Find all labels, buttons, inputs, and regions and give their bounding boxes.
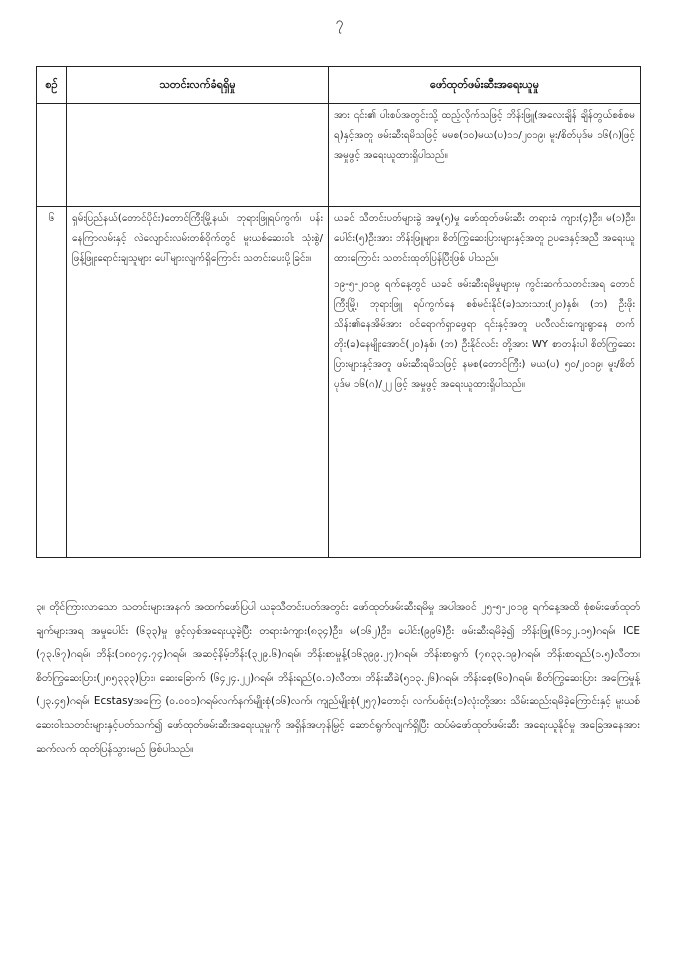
header-serial: စဉ် — [37, 67, 67, 104]
page-number: ၇ — [335, 15, 344, 31]
row-action — [329, 207, 641, 558]
enforcement-table — [36, 66, 641, 558]
action-paragraph: အား ၎င်း၏ ပါးစပ်အတွင်းသို့ ထည့်လိုက်သဖြင့် ဘိန်းဖြူ(အလေးချိန် ချိန်တွယ်စစ်စမရ)နှင့်အတူ ဖမ်းဆီးရမိသဖြင့် မမစ(၁၀)မယ(ပ)၁၁/၂၀၁၉၊ မူး/စိတ်ပုဒ်မ ၁၆(ဂ)ဖြင့် အမှုဖွင့် အရေးယူထားရှိပါသည်။ — [334, 110, 635, 161]
summary-paragraph: ၃။ တိုင်ကြားလာသော သတင်းများအနက် အထက်ဖော်ပြပါ ယခုသီတင်းပတ်အတွင်း ဖော်ထုတ်ဖမ်းဆီးရမိမှု အပါအဝင် ၂၅-၅-၂၀၁၉ ရက်နေ့အထိ စုံစမ်းဖော်ထုတ်ချက်များအရ အမှုပေါင်း (၆၃၃)မှု ဖွင့်လှစ်အရေးယူခဲ့ပြီး တရားခံကျား(၈၃၄)ဦး၊ မ(၁၆၂)ဦး၊ ပေါင်း(၉၉၆)ဦး ဖမ်းဆီးရမိခဲ့၍ ဘိန်းဖြူ(၆၁၄၂.၁၅)ဂရမ်၊ ICE (၇၃.၆၇)ဂရမ်၊ ဘိန်း(၁၈၀၇၄.၇၄)ဂရမ်၊ အဆင့်နိမ့်ဘိန်း(၃၂၉.၆)ဂရမ်၊ ဘိန်းစာမှုန့်(၁၆၃၉၉.၂၇)ဂရမ်၊ ဘိန်းစာရွက် (၇၈၃၃.၁၉)ဂရမ်၊ ဘိန်းစာရည်(၁.၅)လီတာ၊ စိတ်ကြွဆေးပြား(၂၈၅၃၃၃)ပြား၊ ဆေးခြောက် (၆၄၂၄.၂၂)ဂရမ်၊ ဘိန်းရည်(၀.၁)လီတာ၊ ဘိန်းဆီခဲ(၅၁၃.၂၆)ဂရမ်၊ ဘိန်းစေ့(၆၀)ဂရမ်၊ စိတ်ကြွဆေးပြား အကြေမှုန့် (၂၃.၄၅)ဂရမ်၊ Ecstasyအကြေ (၀.၀၀၁)ဂရမ်လက်နက်မျိုးစုံ(၁၆)လက်၊ ကျည်မျိုးစုံ(၂၅၇)တောင့်၊ လက်ပစ်ဗုံး(၁)လုံးတို့အား သိမ်းဆည်းရမိခဲ့ကြောင်းနှင့် မူးယစ်ဆေးဝါးသတင်းများနှင့်ပတ်သက်၍ ဖော်ထုတ်ဖမ်းဆီးအရေးယူမှုကို အရှိန်အဟုန်မြှင့် ဆောင်ရွက်လျက်ရှိပြီး ထပ်မံဖော်ထုတ်ဖမ်းဆီး အရေးယူနိုင်မှု အခြေအနေအား ဆက်လက် ထုတ်ပြန်သွားမည် ဖြစ်ပါသည်။ — [36, 601, 640, 755]
action-paragraph: ၁၉-၅-၂၀၁၉ ရက်နေ့တွင် ယခင် ဖမ်းဆီးရမိမှုများမှ ကွင်းဆက်သတင်းအရ တောင်ကြီးမြို့၊ ဘုရားဖြူ ရပ်ကွက်နေ စစ်မင်းနိုင်(ခ)သားသား(၂၀)နှစ်၊ (ဘ) ဦးဖိုးသိန်း၏နေအိမ်အား ဝင်ရောက်ရှာဖွေရာ ၎င်းနှင့်အတူ ပလီလင်းကျေးရွာနေ တက်တိုး(ခ)နေမျိုးအောင်(၂၀)နှစ်၊ (ဘ) ဦးနိုင်လင်း တို့အား WY စာတန်းပါ စိတ်ကြွဆေးပြားများနှင့်အတူ ဖမ်းဆီးရမိသဖြင့် နမစ(တောင်ကြီး) မယ(ပ) ၅၀/၂၀၁၉၊ မူး/စိတ် ပုဒ်မ ၁၆(ဂ)/၂၂ ဖြင့် အမှုဖွင့် အရေးယူထားရှိပါသည်။ — [334, 279, 635, 390]
row-action — [329, 104, 641, 207]
row-received: ရှမ်းပြည်နယ်(တောင်ပိုင်း)တောင်ကြီးမြို့နယ်၊ ဘုရားဖြူရပ်ကွက်၊ ပန်းနေကြာလမ်းနှင့် လဲလျောင်းလမ်းတစ်ဝိုက်တွင် မူးယစ်ဆေးဝါး သုံးစွဲ/ဖြန့်ဖြူးရောင်းချသူများ ပေါ်များလျက်ရှိကြောင်း သတင်းပေးပို့ခြင်း။ — [67, 207, 329, 558]
table-row — [37, 207, 641, 558]
header-received: သတင်းလက်ခံရရှိမှု — [67, 67, 329, 104]
action-paragraph: ယခင် သီတင်းပတ်များခွဲ အမှု(၅)မှု ဖော်ထုတ်ဖမ်းဆီး တရားခံ ကျား(၄)ဦး၊ မ(၁)ဦး၊ ပေါင်း(၅)ဦးအား ဘိန်းဖြူများ၊ စိတ်ကြွဆေးပြားများနှင့်အတူ ဥပဒေနှင့်အညီ အရေးယူထားကြောင်း သတင်းထုတ်ပြန်ပြီးဖြစ် ပါသည်။ — [334, 213, 635, 264]
row-received — [67, 104, 329, 207]
table-row — [37, 104, 641, 207]
table-header-row — [37, 67, 641, 104]
row-serial — [37, 104, 67, 207]
header-action: ဖော်ထုတ်ဖမ်းဆီးအရေးယူမှု — [329, 67, 641, 104]
row-serial: ၆ — [37, 207, 67, 558]
